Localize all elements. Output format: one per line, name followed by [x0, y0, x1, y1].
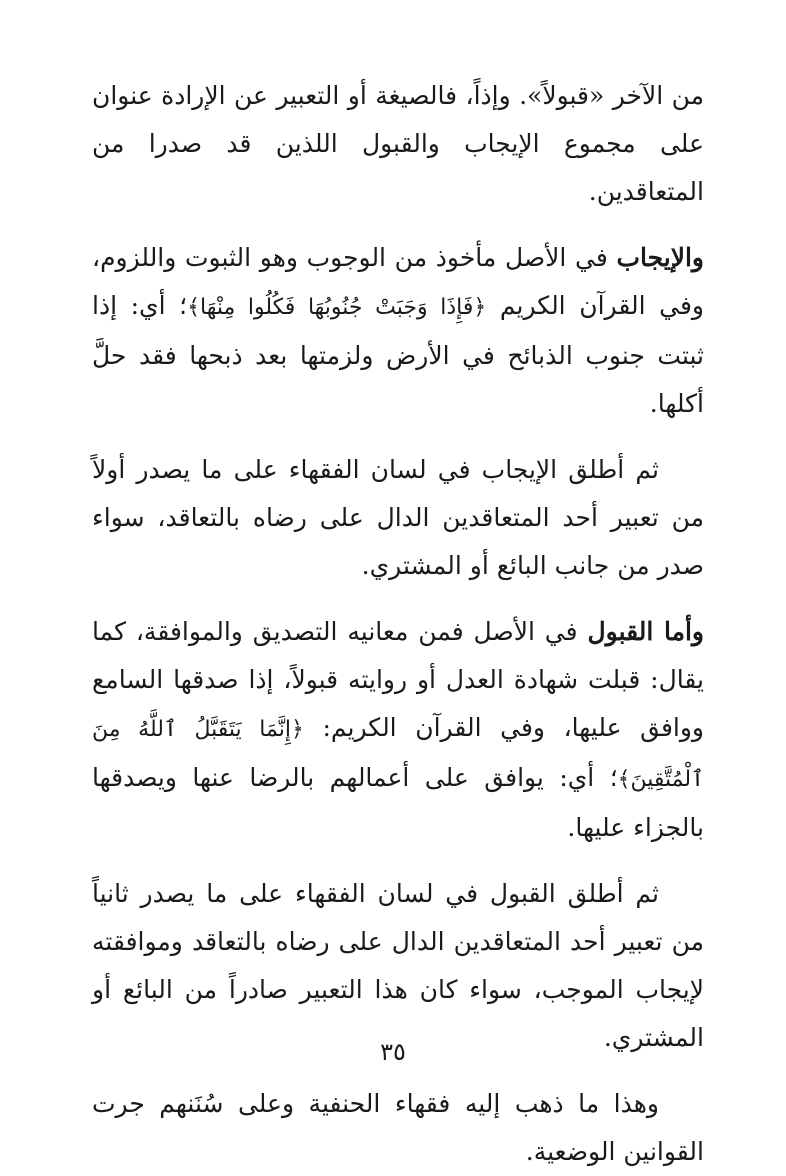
term-qabul: وأما القبول — [587, 617, 704, 646]
paragraph-text: ثم أطلق الإيجاب في لسان الفقهاء على ما يصدر أولاً من تعبير أحد المتعاقدين الدال على رضاه بالتعاقد، سواء صدر من جانب البائع أو المشتري. — [92, 455, 704, 580]
paragraph-text: ثم أطلق القبول في لسان الفقهاء على ما يصدر ثانياً من تعبير أحد المتعاقدين الدال على رضاه بالتعاقد وموافقته لإيجاب الموجب، سواء كان هذا التعبير صادراً من البائع أو المشتري. — [92, 879, 704, 1052]
term-ijab: والإيجاب — [616, 243, 704, 272]
quran-verse: ﴿إِنَّمَا يَتَقَبَّلُ ٱللَّهُ مِنَ ٱلْمُتَّقِينَ﴾ — [92, 717, 704, 792]
paragraph-continuation — [92, 72, 704, 216]
quran-verse: ﴿فَإِذَا وَجَبَتْ جُنُوبُهَا فَكُلُوا مِنْهَا﴾ — [187, 295, 487, 320]
paragraph-text: في الأصل فمن معانيه التصديق والموافقة، كما يقال: قبلت شهادة العدل أو روايته قبولاً، إذا صدقها السامع ووافق عليها، وفي القرآن الكريم: — [92, 617, 704, 742]
paragraph-text: في الأصل مأخوذ من الوجوب وهو الثبوت واللزوم، وفي القرآن الكريم — [92, 243, 704, 320]
page-body — [92, 72, 704, 1176]
paragraph-text: ؛ أي: يوافق على أعمالهم بالرضا عنها ويصدقها بالجزاء عليها. — [92, 763, 704, 842]
paragraph-text: وهذا ما ذهب إليه فقهاء الحنفية وعلى سُنَنهم جرت القوانين الوضعية. — [92, 1089, 704, 1166]
paragraph-hanafi — [92, 1080, 704, 1176]
page-number: ٣٥ — [380, 1038, 406, 1066]
paragraph-ijab-definition — [92, 234, 704, 428]
paragraph-qabul-juristic — [92, 870, 704, 1062]
paragraph-text: من الآخر «قبولاً». وإذاً، فالصيغة أو التعبير عن الإرادة عنوان على مجموع الإيجاب والقبول اللذين قد صدرا من المتعاقدين. — [92, 81, 704, 206]
paragraph-ijab-juristic — [92, 446, 704, 590]
paragraph-qabul-definition — [92, 608, 704, 852]
paragraph-text: ؛ أي: إذا ثبتت جنوب الذبائح في الأرض ولزمتها بعد ذبحها فقد حلَّ أكلها. — [92, 291, 704, 418]
